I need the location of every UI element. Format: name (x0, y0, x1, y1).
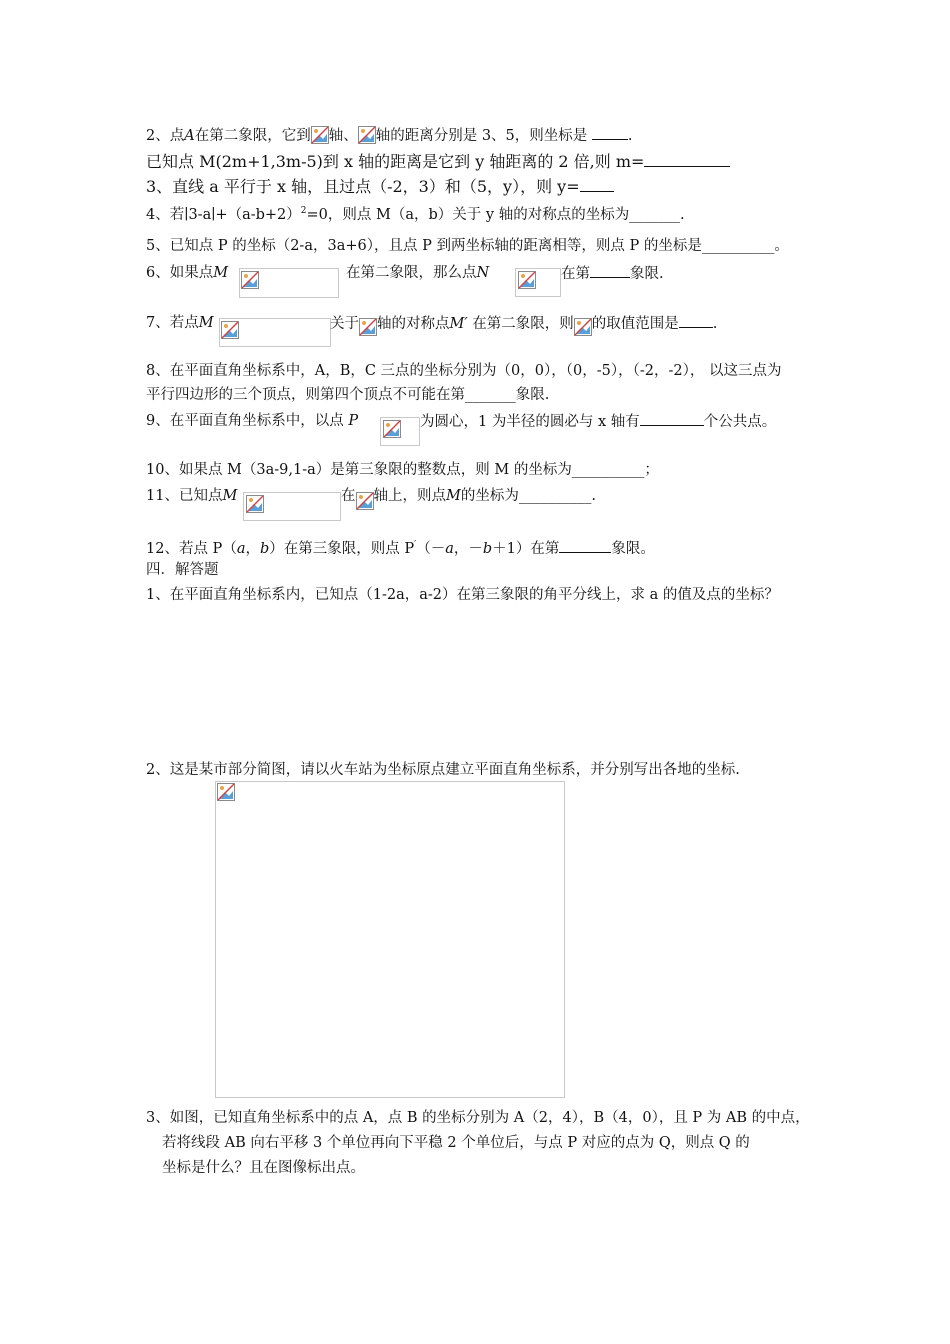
broken-image-icon (311, 126, 329, 144)
solve-question-1: 1、在平面直角坐标系内，已知点（1-2a，a-2）在第三象限的角平分线上，求 a 的值及点的坐标？ (146, 587, 779, 603)
question-2b: 已知点 M(2m+1,3m-5)到 x 轴的距离是它到 y 轴距离的 2 倍,则 m= (146, 152, 730, 172)
answer-blank (592, 125, 628, 140)
question-2: 2、点A在第二象限，它到 轴、 轴的距离分别是 3、5，则坐标是 . (146, 125, 633, 146)
broken-image-icon (359, 318, 377, 336)
answer-blank (590, 263, 630, 278)
broken-image-icon (241, 271, 259, 289)
question-11: 11、已知点M (146, 488, 238, 504)
broken-image-icon (217, 783, 235, 801)
question-8-line1: 8、在平面直角坐标系中，A，B，C 三点的坐标分别为（0，0），（0，-5），（-2，-2）， 以这三点为 (146, 363, 782, 379)
answer-blank (580, 177, 614, 192)
broken-image-icon (246, 495, 264, 513)
question-9-cont: 为圆心，1 为半径的圆必与 x 轴有 个公共点。 (420, 411, 776, 432)
question-11-cont: 在 轴上，则点M的坐标为__________. (341, 486, 596, 510)
answer-blank (640, 411, 704, 426)
question-7: 7、若点M (146, 315, 214, 331)
broken-image-icon (383, 420, 401, 438)
question-10: 10、如果点 M（3a-9,1-a）是第三象限的整数点，则 M 的坐标为__________； (146, 462, 659, 478)
map-image-frame (215, 781, 565, 1098)
broken-image-icon (356, 492, 374, 510)
question-4: 4、若$∣3-a∣+(a-b+2)^2=0$，则点 M（a，b）关于 y 轴的对称点的坐标为_______. (146, 206, 685, 223)
question-5: 5、已知点 P 的坐标（2-a，3a+6），且点 P 到两坐标轴的距离相等，则点 P 的坐标是__________。 (146, 238, 789, 254)
answer-blank (679, 313, 713, 328)
question-6-end: 在第 象限. (561, 263, 664, 284)
question-3: 3、直线 a 平行于 x 轴，且过点（-2，3）和（5，y），则 y= (146, 177, 614, 197)
broken-image-icon (221, 321, 239, 339)
solve-question-3-line2: 若将线段 AB 向右平移 3 个单位再向下平稳 2 个单位后，与点 P 对应的点为 Q，则点 Q 的 (162, 1135, 750, 1151)
question-7-cont: 关于 轴的对称点M′ 在第二象限，则 的取值范围是 . (330, 313, 717, 336)
question-8-line2: 平行四边形的三个顶点，则第四个顶点不可能在第_______象限. (146, 387, 550, 403)
solve-question-3-line3: 坐标是什么？且在图像标出点。 (162, 1160, 365, 1176)
answer-blank (644, 152, 730, 167)
broken-image-icon (518, 271, 536, 289)
question-6-cont: 在第二象限，那么点N (346, 265, 490, 281)
section-heading: 四．解答题 (146, 562, 219, 578)
question-6: 6、如果点M (146, 265, 229, 281)
broken-image-icon (358, 126, 376, 144)
broken-image-icon (574, 318, 592, 336)
solve-question-3-line1: 3、如图，已知直角坐标系中的点 A，点 B 的坐标分别为 A（2，4），B（4，0），且 P 为 AB 的中点， (146, 1110, 810, 1126)
solve-question-2: 2、这是某市部分简图，请以火车站为坐标原点建立平面直角坐标系，并分别写出各地的坐标. (146, 762, 740, 778)
answer-blank (559, 538, 611, 553)
question-9: 9、在平面直角坐标系中，以点 P (146, 413, 359, 429)
question-12: 12、若点 P（a，b）在第三象限，则点 P′（－a，－b＋1）在第 象限。 (146, 535, 655, 559)
